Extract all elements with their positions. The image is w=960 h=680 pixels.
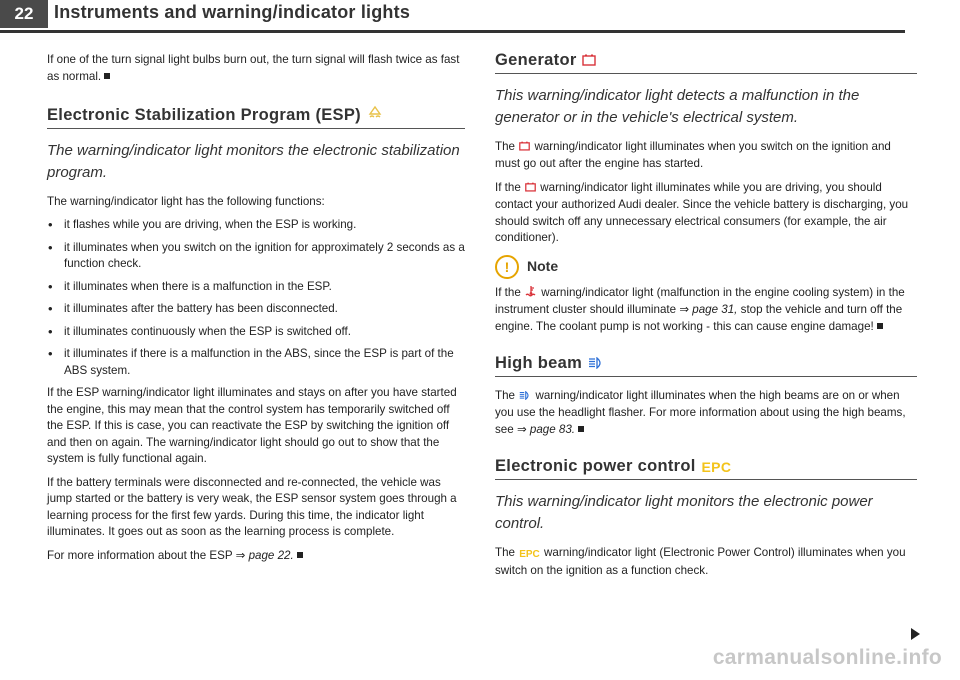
generator-intro: This warning/indicator light detects a malfunction in the generator or in the vehicle's electrical system. xyxy=(495,86,860,126)
right-column xyxy=(495,52,917,587)
page-reference-link[interactable]: page 83. xyxy=(529,422,576,436)
end-mark-icon xyxy=(297,552,303,558)
arrow-icon: ⇒ xyxy=(679,303,690,316)
generator-heading: Generator xyxy=(495,52,917,74)
list-item: • it illuminates after the battery has been disconnected. xyxy=(47,301,465,318)
arrow-icon: ⇒ xyxy=(235,548,246,562)
end-mark-icon xyxy=(578,426,584,432)
esp-function-list xyxy=(47,217,465,379)
chapter-title: Instruments and warning/indicator lights xyxy=(54,2,411,22)
coolant-icon xyxy=(525,285,537,303)
turn-signal-text: If one of the turn signal light bulbs burn out, the turn signal will flash twice as fast as normal. xyxy=(47,53,460,83)
high-beam-icon xyxy=(519,389,531,406)
epc-heading: Electronic power control EPC xyxy=(495,458,917,480)
arrow-icon: ⇒ xyxy=(516,422,527,436)
epc-intro: This warning/indicator light monitors the electronic power control. xyxy=(495,492,873,532)
esp-more-info: For more information about the ESP ⇒ page 22. xyxy=(47,548,465,565)
page-reference-link[interactable]: page 22. xyxy=(248,548,294,562)
esp-intro: The warning/indicator light monitors the electronic stabilization program. xyxy=(47,141,460,181)
left-column xyxy=(47,52,465,571)
generator-paragraph-2: If the warning/indicator light illuminates while you are driving, you should contact your authorized Audi dealer. Since the vehicle battery is discharging, you should switch off any unnecessary electrical consumers (for example, the air conditioner). xyxy=(495,180,909,244)
epc-text: The EPC warning/indicator light (Electronic Power Control) illuminates when you switch on the ignition as a function check. xyxy=(495,545,906,577)
esp-paragraph-1: If the ESP warning/indicator light illuminates and stays on after you have started the engine, this may mean that the control system has temporarily switched off the ESP. If this is case, you can reactivate the ESP by switching the ignition off and then on again. The warning/indicator light should go out to show that the system is fully functional again. xyxy=(47,386,457,465)
list-item: • it illuminates continuously when the ESP is switched off. xyxy=(47,324,465,341)
continue-arrow-icon xyxy=(911,628,920,640)
note-text: If the warning/indicator light (malfunction in the engine cooling system) in the instrument cluster should illuminate ⇒ page 31, stop the vehicle and turn off the engine. The coolant pump is not working - this can cause engine damage! xyxy=(495,285,905,333)
page-reference-link[interactable]: page 31, xyxy=(692,303,738,316)
high-beam-icon xyxy=(588,356,604,373)
end-mark-icon xyxy=(877,323,883,329)
page-number: 22 xyxy=(0,0,48,28)
generator-icon xyxy=(519,140,530,157)
epc-icon: EPC xyxy=(701,459,732,475)
end-mark-icon xyxy=(104,73,110,79)
generator-icon xyxy=(582,53,596,70)
header-rule xyxy=(0,30,905,33)
esp-icon xyxy=(367,105,383,125)
generator-icon xyxy=(525,181,536,198)
list-item: • it flashes while you are driving, when the ESP is working. xyxy=(47,217,465,234)
esp-heading: Electronic Stabilization Program (ESP) xyxy=(47,105,465,129)
high-beam-heading: High beam xyxy=(495,355,917,377)
generator-paragraph-1: The warning/indicator light illuminates when you switch on the ignition and must go out after the engine has started. xyxy=(495,139,891,170)
esp-paragraph-2: If the battery terminals were disconnected and re-connected, the vehicle was jump started or the battery is very weak, the ESP sensor system goes through a learning process for the first few yards. During this time, the indicator light illuminates. It goes out as soon as the learning process is complete. xyxy=(47,475,457,538)
esp-functions-lead: The warning/indicator light has the following functions: xyxy=(47,194,325,208)
note-heading: ! Note xyxy=(495,255,917,279)
high-beam-text: The warning/indicator light illuminates when the high beams are on or when you use the headlight flasher. For more information about using the high beams, see ⇒ page 83. xyxy=(495,388,906,436)
list-item: • it illuminates when there is a malfunction in the ESP. xyxy=(47,279,465,296)
watermark: carmanualsonline.info xyxy=(712,646,942,669)
list-item: • it illuminates if there is a malfunction in the ABS, since the ESP is part of the ABS system. xyxy=(47,346,465,379)
note-icon: ! xyxy=(495,255,519,279)
epc-icon: EPC xyxy=(519,548,540,560)
list-item: • it illuminates when you switch on the ignition for approximately 2 seconds as a function check. xyxy=(47,240,465,273)
